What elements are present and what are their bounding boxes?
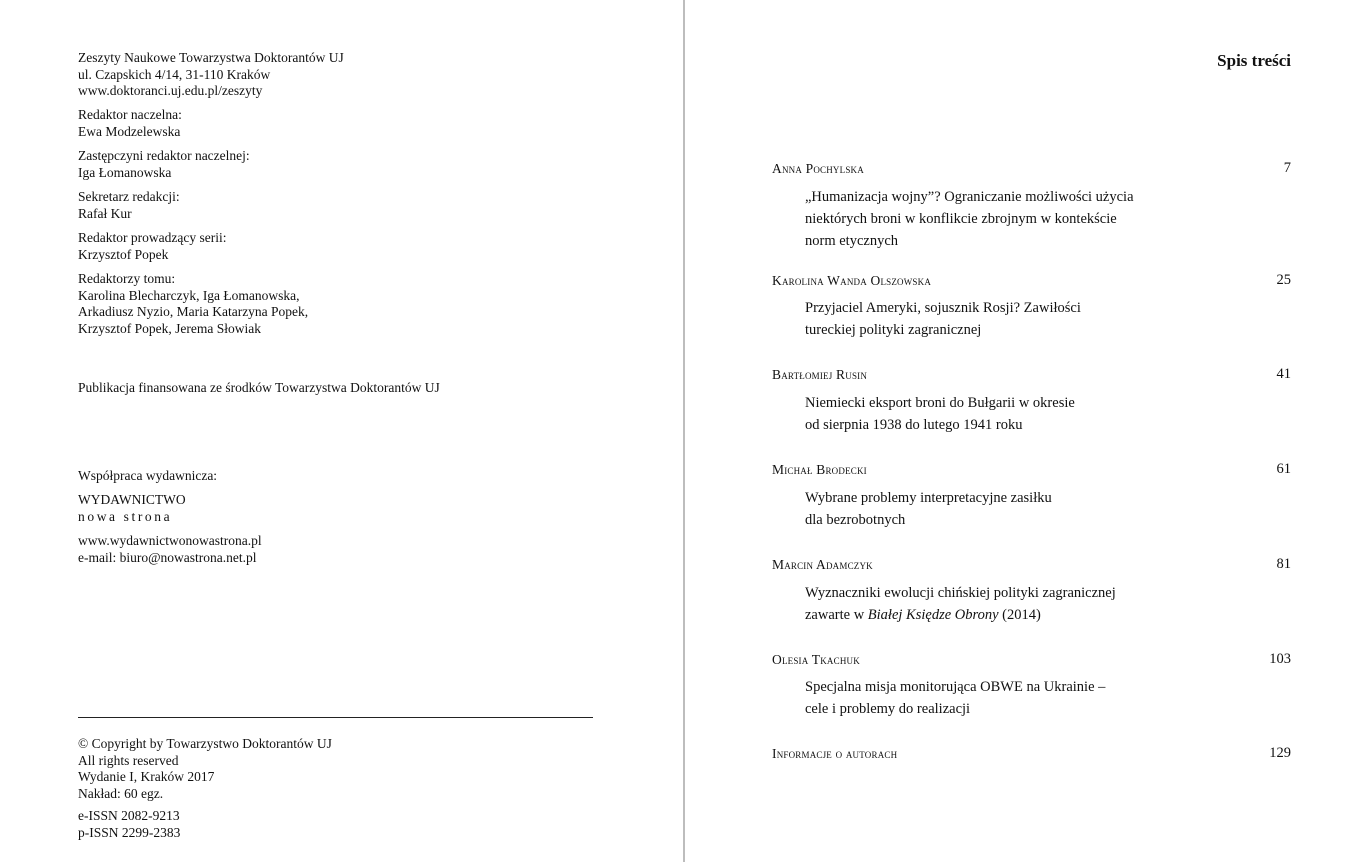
toc-page-number: 103 bbox=[1269, 651, 1291, 667]
publisher-name: WYDAWNICTWO bbox=[78, 492, 186, 507]
toc-entry-title: Specjalna misja monitorująca OBWE na Ukrainie – cele i problemy do realizacji bbox=[805, 679, 1106, 717]
copyright: © Copyright by Towarzystwo Doktorantów UJ All rights reserved Wydanie I, Kraków 2017 Nakład: 60 egz. bbox=[78, 736, 332, 801]
toc-authors-info: Informacje o autorach bbox=[772, 746, 898, 761]
page-divider bbox=[683, 0, 685, 862]
toc-page-number: 41 bbox=[1276, 366, 1291, 382]
italic-title-part: Białej Księdze Obrony bbox=[867, 607, 999, 623]
journal-address: ul. Czapskich 4/14, 31-110 Kraków bbox=[78, 66, 271, 82]
toc-page-number: 25 bbox=[1276, 272, 1291, 288]
toc-entry-title: Wybrane problemy interpretacyjne zasiłku dla bezrobotnych bbox=[805, 490, 1052, 528]
publisher-info bbox=[78, 50, 344, 100]
publisher-contact bbox=[78, 533, 262, 566]
toc-page-number: 7 bbox=[1283, 160, 1291, 176]
toc-title: Spis treści bbox=[1217, 51, 1291, 70]
funding-note: Publikacja finansowana ze środków Towarzystwa Doktorantów UJ bbox=[78, 380, 440, 395]
publisher-logo-text bbox=[78, 492, 186, 525]
editor-in-chief: Redaktor naczelna: Ewa Modzelewska bbox=[78, 107, 182, 139]
issn: e-ISSN 2082-9213 p-ISSN 2299-2383 bbox=[78, 808, 181, 840]
toc-entry-title: Przyjaciel Ameryki, sojusznik Rosji? Zawiłości tureckiej polityki zagranicznej bbox=[805, 300, 1081, 338]
toc-entry-title: „Humanizacja wojny”? Ograniczanie możliwości użycia niektórych broni w konflikcie zbrojnym w kontekście norm etycznych bbox=[805, 189, 1134, 249]
toc-author: Anna Pochylska bbox=[772, 161, 864, 176]
toc-page-number: 81 bbox=[1276, 556, 1291, 572]
deputy-editor: Zastępczyni redaktor naczelnej: Iga Łomanowska bbox=[78, 148, 250, 180]
toc-page-number: 129 bbox=[1269, 745, 1291, 761]
toc-page-number: 61 bbox=[1276, 461, 1291, 477]
journal-name: Zeszyty Naukowe Towarzystwa Doktorantów UJ bbox=[78, 50, 344, 65]
toc-entry-title: Wyznaczniki ewolucji chińskiej polityki zagranicznej zawarte w Białej Księdze Obrony (2014) bbox=[805, 585, 1116, 623]
toc-author: Michał Brodecki bbox=[772, 462, 867, 477]
divider-rule bbox=[78, 717, 593, 718]
publisher-url: www.wydawnictwonowastrona.pl bbox=[78, 533, 262, 548]
toc-author: Bartłomiej Rusin bbox=[772, 367, 868, 382]
publisher-email: e-mail: biuro@nowastrona.net.pl bbox=[78, 549, 257, 565]
left-page bbox=[0, 0, 683, 862]
secretary: Sekretarz redakcji: Rafał Kur bbox=[78, 189, 180, 221]
volume-editors: Redaktorzy tomu: Karolina Blecharczyk, Iga Łomanowska, Arkadiusz Nyzio, Maria Katarzyna Popek, Krzysztof Popek, Jerema Słowiak bbox=[78, 271, 309, 336]
toc-author: Olesia Tkachuk bbox=[772, 652, 860, 667]
journal-url: www.doktoranci.uj.edu.pl/zeszyty bbox=[78, 83, 263, 98]
toc-author: Marcin Adamczyk bbox=[772, 557, 873, 572]
right-page bbox=[686, 0, 1367, 862]
cooperation-label: Współpraca wydawnicza: bbox=[78, 468, 218, 483]
toc-author: Karolina Wanda Olszowska bbox=[772, 273, 932, 288]
publisher-subname: nowa strona bbox=[78, 508, 173, 524]
toc-entry-title: Niemiecki eksport broni do Bułgarii w okresie od sierpnia 1938 do lutego 1941 roku bbox=[805, 395, 1075, 433]
series-editor: Redaktor prowadzący serii: Krzysztof Popek bbox=[78, 230, 227, 262]
